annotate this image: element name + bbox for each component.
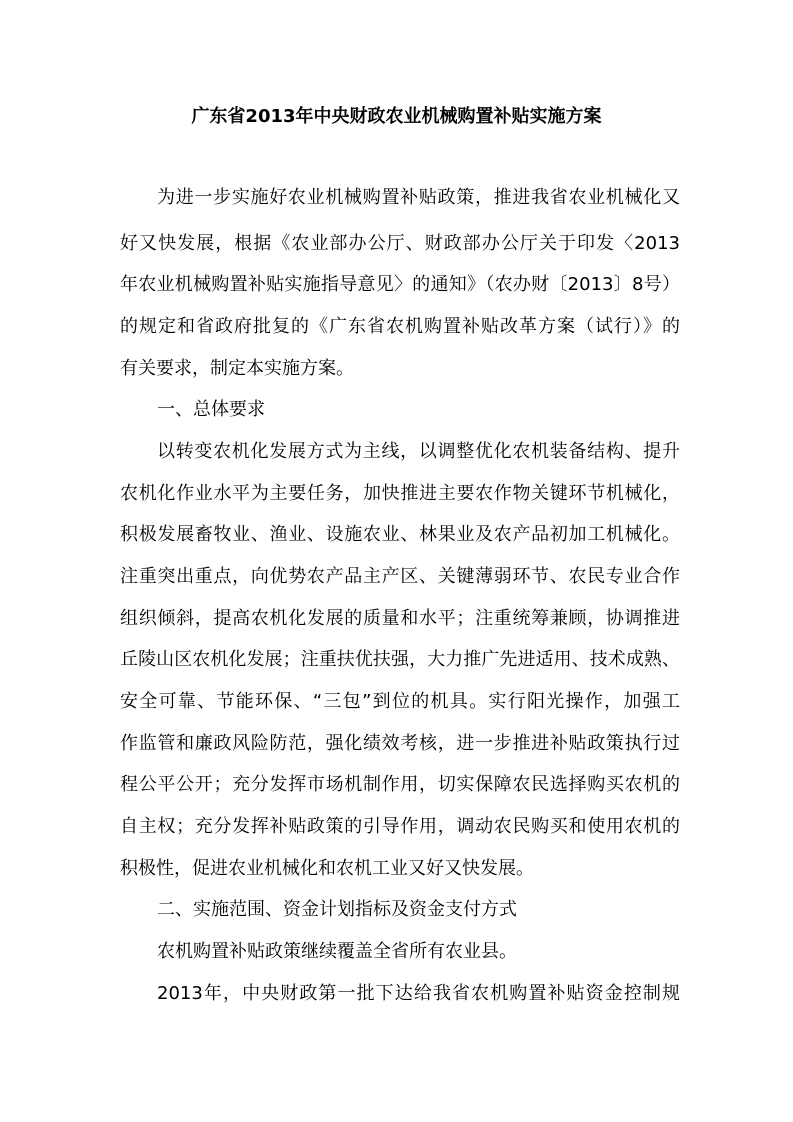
paragraph-line: 积极发展畜牧业、渔业、设施农业、林果业及农产品初加工机械化。 bbox=[120, 524, 680, 545]
paragraph-line: 组织倾斜，提高农机化发展的质量和水平；注重统筹兼顾，协调推进 bbox=[120, 608, 680, 629]
paragraph-line: 年农业机械购置补贴实施指导意见〉的通知》（农办财〔2013〕8号） bbox=[120, 274, 680, 295]
paragraph-line: 的规定和省政府批复的《广东省农机购置补贴改革方案（试行）》的 bbox=[120, 316, 680, 337]
paragraph-line: 自主权；充分发挥补贴政策的引导作用，调动农民购买和使用农机的 bbox=[120, 816, 680, 837]
paragraph-line: 以转变农机化发展方式为主线，以调整优化农机装备结构、提升 bbox=[157, 441, 680, 462]
paragraph-line: 农机购置补贴政策继续覆盖全省所有农业县。 bbox=[157, 941, 517, 962]
paragraph-line: 丘陵山区农机化发展；注重扶优扶强，大力推广先进适用、技术成熟、 bbox=[120, 649, 680, 670]
paragraph-line: 好又快发展，根据《农业部办公厅、财政部办公厅关于印发〈2013 bbox=[120, 233, 680, 254]
paragraph-line: 注重突出重点，向优势农产品主产区、关键薄弱环节、农民专业合作 bbox=[120, 566, 680, 587]
section-heading: 一、总体要求 bbox=[157, 399, 265, 420]
paragraph-line: 有关要求，制定本实施方案。 bbox=[120, 358, 354, 379]
paragraph-line: 安全可靠、节能环保、“三包”到位的机具。实行阳光操作，加强工 bbox=[120, 691, 680, 712]
paragraph-line: 积极性，促进农业机械化和农机工业又好又快发展。 bbox=[120, 858, 534, 879]
document-title: 广东省2013年中央财政农业机械购置补贴实施方案 bbox=[191, 106, 602, 127]
section-heading: 二、实施范围、资金计划指标及资金支付方式 bbox=[157, 899, 517, 920]
paragraph-line: 2013年，中央财政第一批下达给我省农机购置补贴资金控制规 bbox=[157, 983, 680, 1004]
paragraph-line: 作监管和廉政风险防范，强化绩效考核，进一步推进补贴政策执行过 bbox=[120, 733, 680, 754]
paragraph-line: 农机化作业水平为主要任务，加快推进主要农作物关键环节机械化， bbox=[120, 483, 680, 504]
paragraph-line: 程公平公开；充分发挥市场机制作用，切实保障农民选择购买农机的 bbox=[120, 774, 680, 795]
paragraph-line: 为进一步实施好农业机械购置补贴政策，推进我省农业机械化又 bbox=[157, 187, 680, 208]
